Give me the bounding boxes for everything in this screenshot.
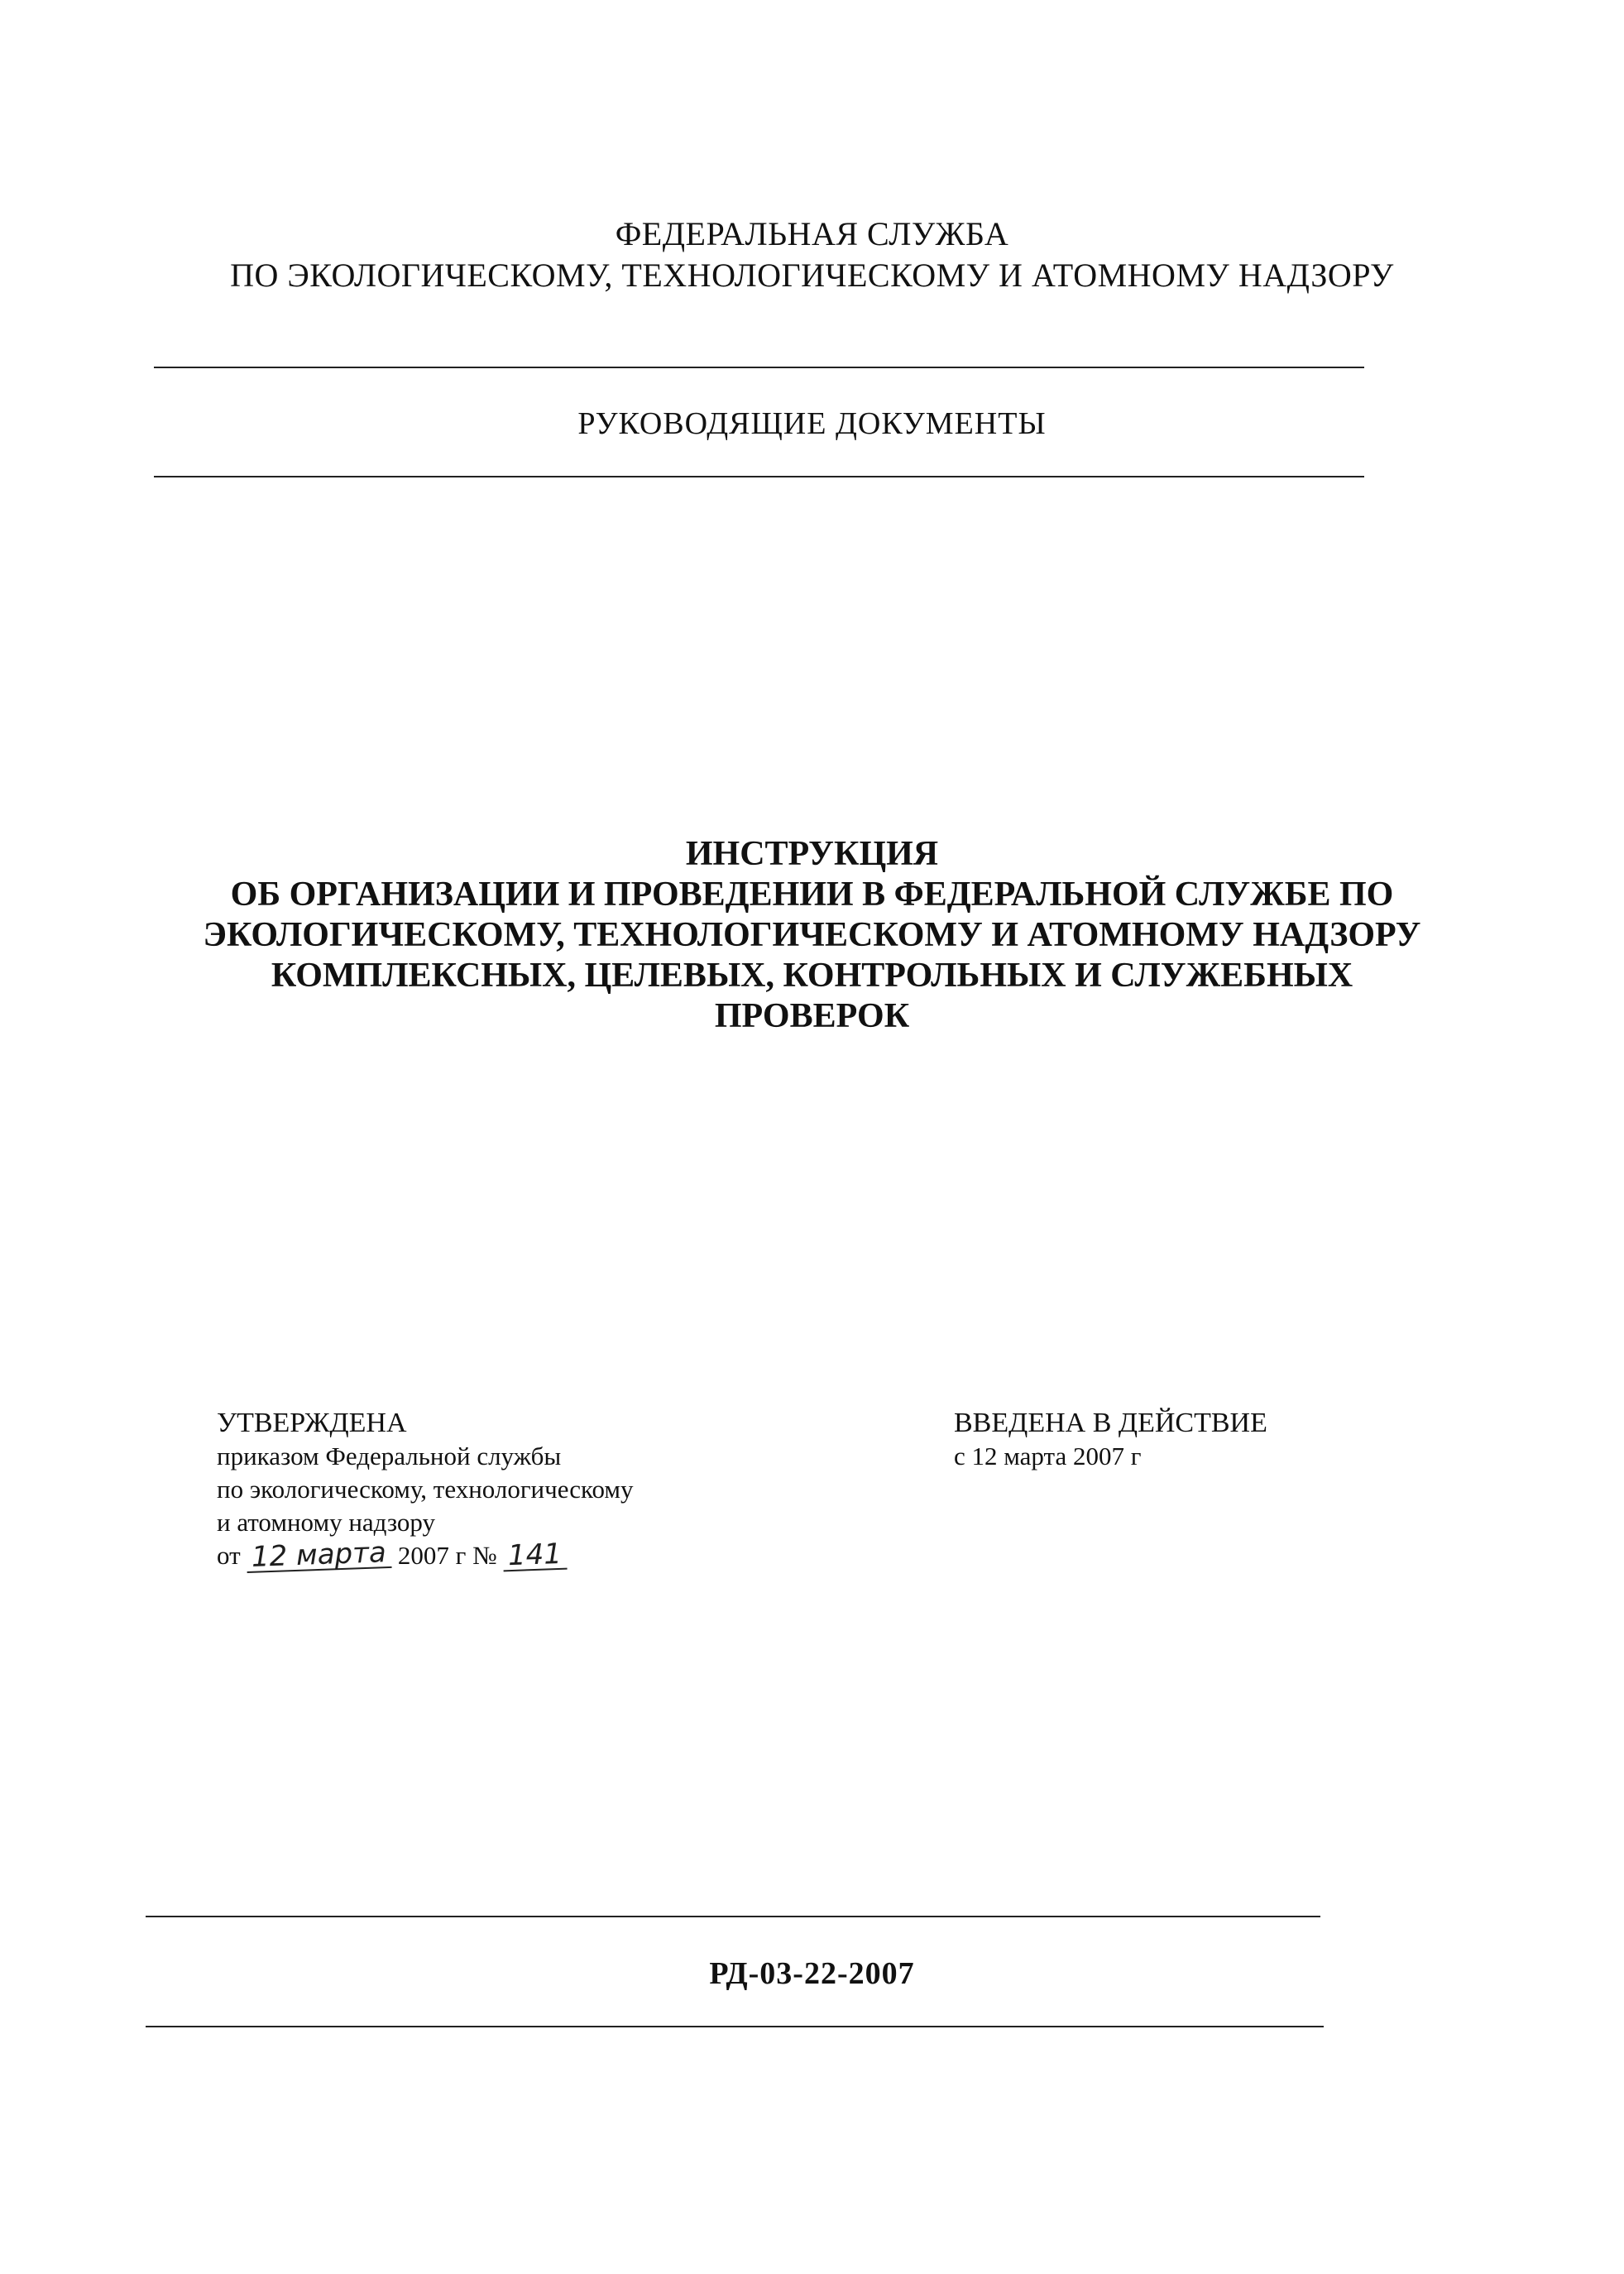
approval-block [217, 1407, 634, 1572]
document-code: РД-03-22-2007 [709, 1956, 915, 1991]
document-title-line4: КОМПЛЕКСНЫХ, ЦЕЛЕВЫХ, КОНТРОЛЬНЫХ И СЛУЖЕБНЫХ [271, 957, 1353, 995]
agency-name-line1: ФЕДЕРАЛЬНАЯ СЛУЖБА [615, 215, 1009, 252]
enacted-date: с 12 марта 2007 г [954, 1442, 1142, 1470]
approval-year: 2007 г [397, 1541, 467, 1570]
agency-name-line2: ПО ЭКОЛОГИЧЕСКОМУ, ТЕХНОЛОГИЧЕСКОМУ И АТОМНОМУ НАДЗОРУ [230, 257, 1394, 294]
footer-bottom-rule [146, 2026, 1324, 2027]
enactment-block [954, 1407, 1267, 1473]
approved-line3: и атомному надзору [217, 1508, 435, 1537]
date-prefix: от [217, 1541, 241, 1570]
number-prefix: № [472, 1541, 497, 1570]
handwritten-number: 141 [503, 1540, 568, 1572]
document-title-line2: ОБ ОРГАНИЗАЦИИ И ПРОВЕДЕНИИ В ФЕДЕРАЛЬНОЙ СЛУЖБЕ ПО [230, 876, 1394, 914]
document-title-line3: ЭКОЛОГИЧЕСКОМУ, ТЕХНОЛОГИЧЕСКОМУ И АТОМНОМУ НАДЗОРУ [203, 916, 1421, 954]
approved-line1: приказом Федеральной службы [217, 1442, 562, 1470]
section-title: РУКОВОДЯЩИЕ ДОКУМЕНТЫ [577, 406, 1047, 441]
section-rule [154, 476, 1364, 477]
enacted-heading: ВВЕДЕНА В ДЕЙСТВИЕ [954, 1408, 1267, 1438]
top-rule [154, 367, 1364, 368]
approved-heading: УТВЕРЖДЕНА [217, 1408, 407, 1438]
approved-line2: по экологическому, технологическому [217, 1475, 634, 1504]
document-title-line1: ИНСТРУКЦИЯ [685, 835, 939, 873]
document-title-line5: ПРОВЕРОК [714, 997, 910, 1035]
approval-date-line [217, 1536, 634, 1574]
handwritten-date: 12 марта [247, 1538, 392, 1573]
footer-top-rule [146, 1916, 1320, 1917]
